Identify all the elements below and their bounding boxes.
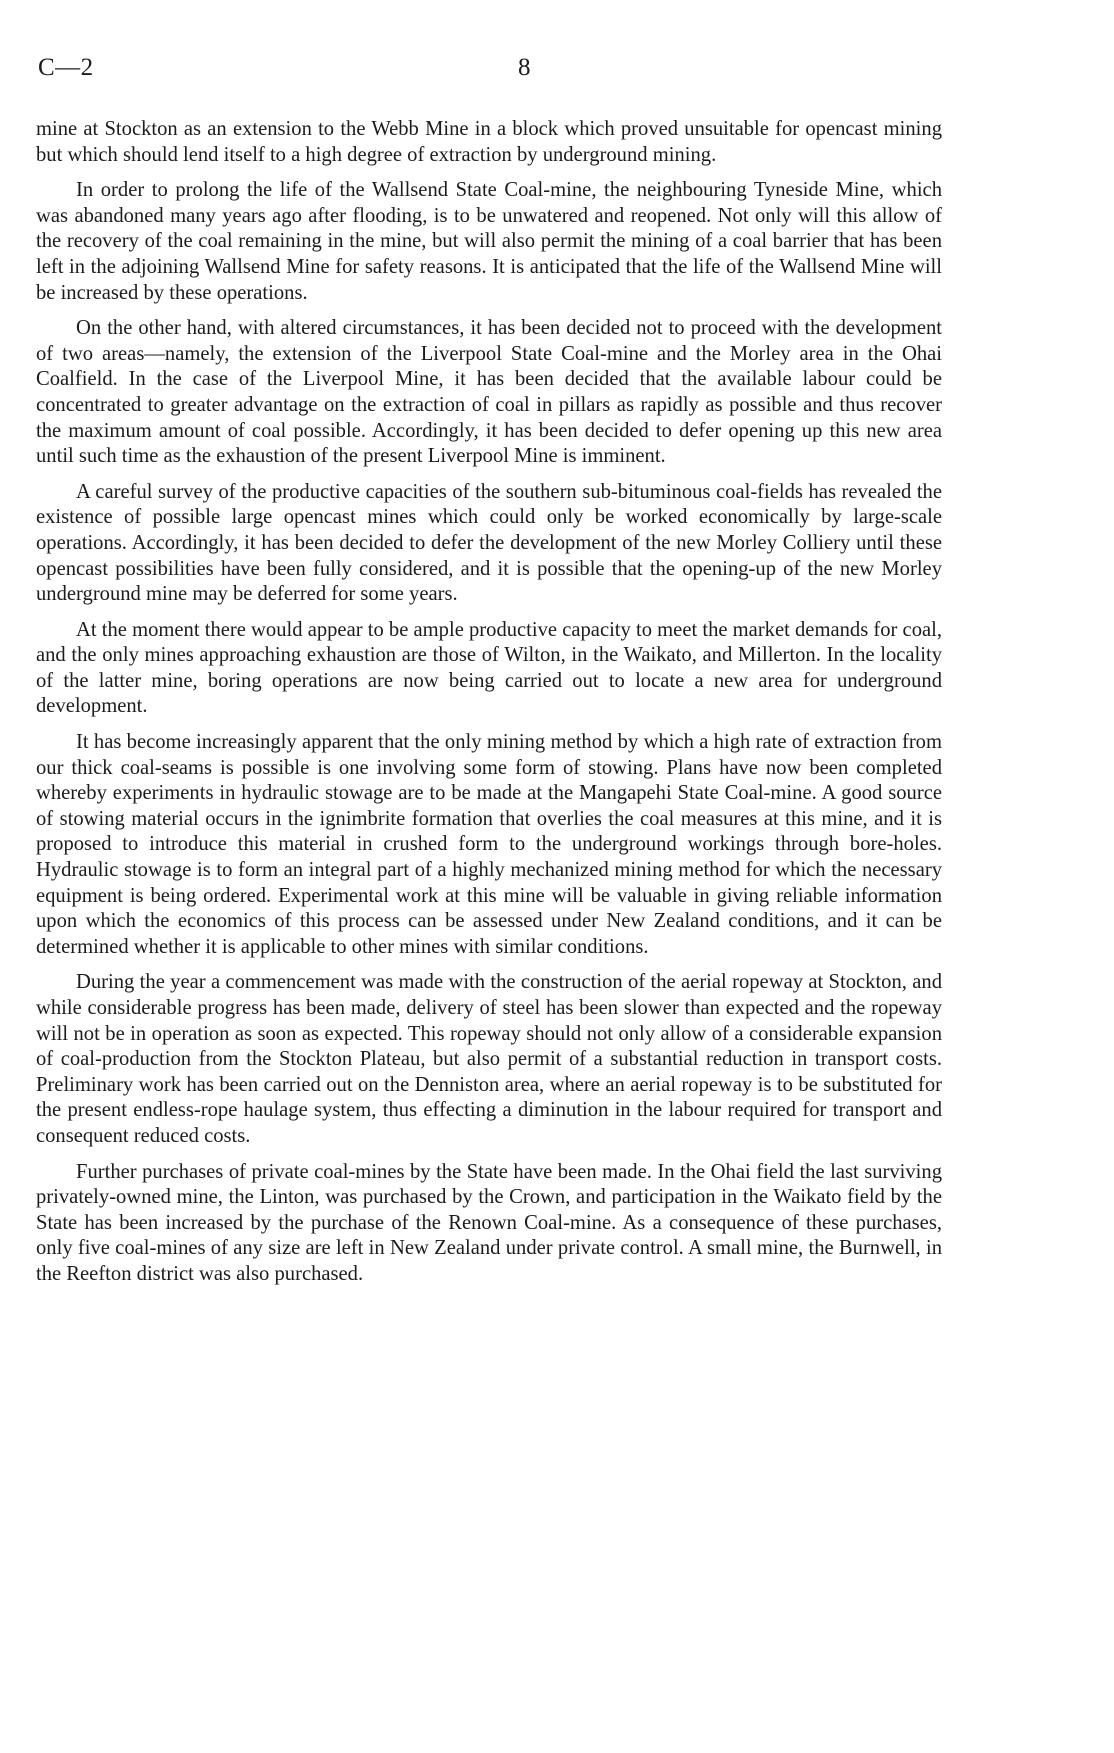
- paragraph-opencast-survey: A careful survey of the productive capacities of the southern sub-bituminous coal-fields has revealed the existence of possible large opencast mines which could only be worked economically by large-scale operations. Accordingly, it has been decided to defer the development of the new Morley Colliery until these opencast possibilities have been fully considered, and it is possible that the opening-up of the new Morley underground mine may be deferred for some years.: [36, 480, 942, 606]
- paragraph-wallsend: In order to prolong the life of the Wallsend State Coal-mine, the neighbouring Tyneside Mine, which was abandoned many years ago after flooding, is to be unwatered and reopened. Not only will this allow of the recovery of the coal remaining in the mine, but will also permit the mining of a coal barrier that has been left in the adjoining Wallsend Mine for safety reasons. It is anticipated that the life of the Wallsend Mine will be increased by these operations.: [36, 179, 942, 304]
- paragraph-aerial-ropeway: During the year a commencement was made with the construction of the aerial ropeway at Stockton, and while considerable progress has been made, delivery of steel has been slower than expected and the ropeway will not be in operation as soon as expected. This ropeway should not only allow of a considerable expansion of coal-production from the Stockton Plateau, but also permit of a substantial reduction in transport costs. Preliminary work has been carried out on the Denniston area, where an aerial ropeway is to be substituted for the present endless-rope haulage system, thus effecting a diminution in the labour required for transport and consequent reduced costs.: [36, 971, 942, 1147]
- paragraph-purchases: Further purchases of private coal-mines by the State have been made. In the Ohai field the last surviving privately-owned mine, the Linton, was purchased by the Crown, and participation in the Waikato field by the State has been increased by the purchase of the Renown Coal-mine. As a consequence of these purchases, only five coal-mines of any size are left in New Zealand under private control. A small mine, the Burnwell, in the Reefton district was also purchased.: [36, 1160, 942, 1285]
- paragraph-liverpool-morley: On the other hand, with altered circumstances, it has been decided not to proceed with the development of two areas—namely, the extension of the Liverpool State Coal-mine and the Morley area in the Ohai Coalfield. In the case of the Liverpool Mine, it has been decided that the available labour could be concentrated to greater advantage on the extraction of coal in pillars as rapidly as possible and thus recover the maximum amount of coal possible. Accordingly, it has been decided to defer opening up this new area until such time as the exhaustion of the present Liverpool Mine is imminent.: [36, 317, 942, 468]
- paragraph-productive-capacity: At the moment there would appear to be ample productive capacity to meet the market demands for coal, and the only mines approaching exhaustion are those of Wilton, in the Waikato, and Millerton. In the locality of the latter mine, boring operations are now being carried out to locate a new area for underground development.: [36, 618, 942, 718]
- paragraph-continued: mine at Stockton as an extension to the Webb Mine in a block which proved unsuitable for opencast mining but which should lend itself to a high degree of extraction by underground mining.: [36, 118, 942, 166]
- paragraph-hydraulic-stowage: It has become increasingly apparent that the only mining method by which a high rate of extraction from our thick coal-seams is possible is one involving some form of stowing. Plans have now been completed whereby experiments in hydraulic stowage are to be made at the Mangapehi State Coal-mine. A good source of stowing material occurs in the ignimbrite formation that overlies the coal measures at this mine, and it is proposed to introduce this material in crushed form to the underground workings through bore-holes. Hydraulic stowage is to form an integral part of a highly mechanized mining method for which the necessary equipment is being ordered. Experimental work at this mine will be valuable in giving reliable information upon which the economics of this process can be assessed under New Zealand conditions, and it can be determined whether it is applicable to other mines with similar conditions.: [36, 731, 942, 958]
- page-header: [36, 54, 1078, 94]
- body-text: [36, 117, 942, 1298]
- page-number: 8: [518, 54, 531, 81]
- document-reference: C—2: [38, 54, 94, 81]
